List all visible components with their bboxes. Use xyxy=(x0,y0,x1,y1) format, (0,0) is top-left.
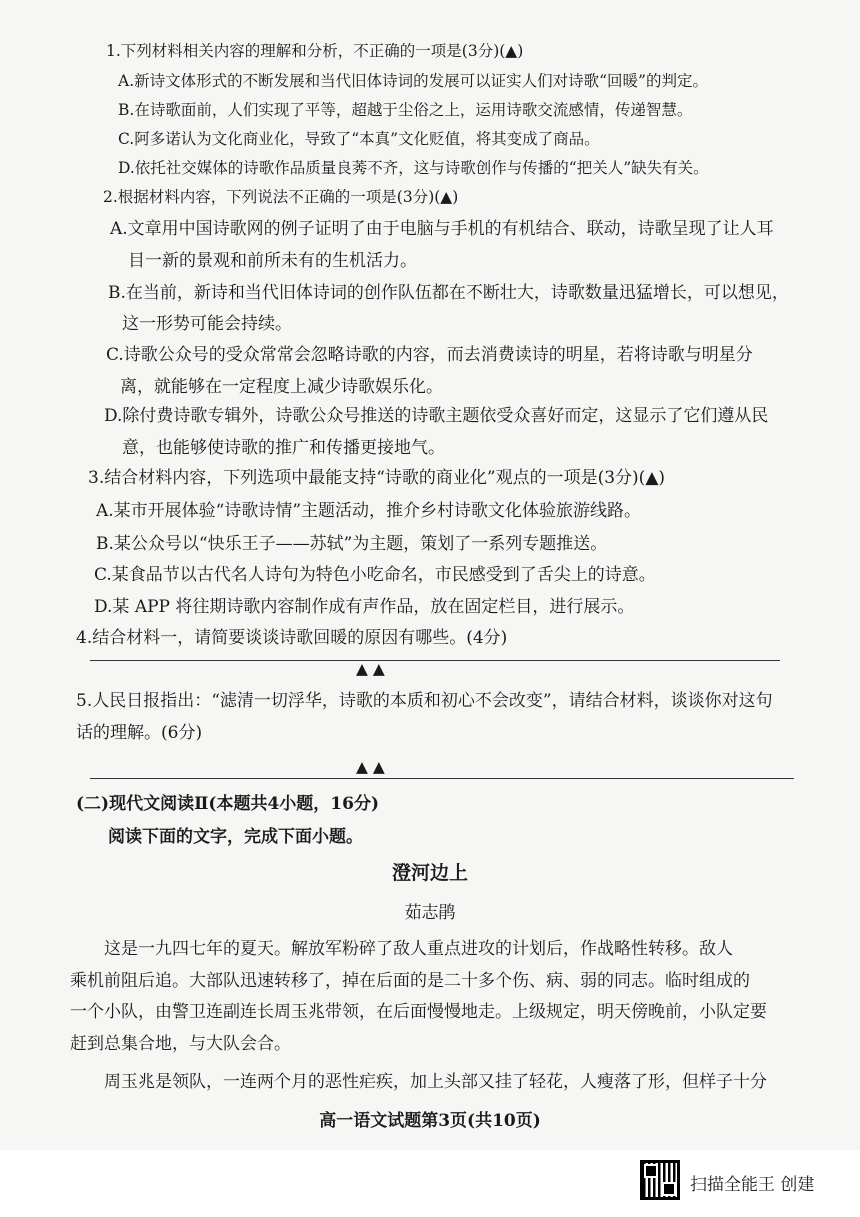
article-paragraph-2-line1: 周玉兆是领队，一连两个月的恶性疟疾，加上头部又挂了轻花，人瘦落了形，但样子十分 xyxy=(104,1072,767,1092)
qr-code-icon xyxy=(640,1160,680,1200)
section-heading: (二)现代文阅读Ⅱ(本题共4小题，16分) xyxy=(76,794,379,814)
q5-stem-line1: 5.人民日报指出：“滤清一切浮华，诗歌的本质和初心不会改变”，请结合材料，谈谈你对这句 xyxy=(76,691,773,711)
article-paragraph-1-line3: 一个小队，由警卫连副连长周玉兆带领，在后面慢慢地走。上级规定，明天傍晚前，小队定要 xyxy=(70,1002,767,1022)
article-paragraph-1-line1: 这是一九四七年的夏天。解放军粉碎了敌人重点进攻的计划后，作战略性转移。敌人 xyxy=(104,939,733,959)
q2-option-d-line1: D.除付费诗歌专辑外，诗歌公众号推送的诗歌主题依受众喜好而定，这显示了它们遵从民 xyxy=(104,406,769,426)
q4-answer-marks: ▲ ▲ xyxy=(356,660,385,678)
q5-answer-line xyxy=(90,778,794,779)
article-paragraph-1-line2: 乘机前阻后追。大部队迅速转移了，掉在后面的是二十多个伤、病、弱的同志。临时组成的 xyxy=(70,971,750,991)
q3-option-b: B.某公众号以“快乐王子——苏轼”为主题，策划了一系列专题推送。 xyxy=(96,534,608,554)
article-title: 澄河边上 xyxy=(391,862,468,884)
q2-option-a-line2: 目一新的景观和前所未有的生机活力。 xyxy=(128,251,417,271)
q2-option-c-line1: C.诗歌公众号的受众常常会忽略诗歌的内容，而去消费读诗的明星，若将诗歌与明星分 xyxy=(106,345,753,365)
q2-option-c-line2: 离，就能够在一定程度上减少诗歌娱乐化。 xyxy=(120,377,443,397)
q1-stem: 1.下列材料相关内容的理解和分析，不正确的一项是(3分)(▲) xyxy=(106,42,524,60)
q4-answer-line xyxy=(90,660,780,661)
q1-option-b: B.在诗歌面前，人们实现了平等，超越于尘俗之上，运用诗歌交流感情，传递智慧。 xyxy=(118,101,693,119)
scanner-watermark: 扫描全能王 创建 xyxy=(690,1175,815,1195)
q2-option-a-line1: A.文章用中国诗歌网的例子证明了由于电脑与手机的有机结合、联动，诗歌呈现了让人耳 xyxy=(110,219,774,239)
article-paragraph-1-line4: 赶到总集合地，与大队会合。 xyxy=(70,1034,291,1054)
q3-stem: 3.结合材料内容，下列选项中最能支持“诗歌的商业化”观点的一项是(3分)(▲) xyxy=(88,468,666,488)
q1-option-d: D.依托社交媒体的诗歌作品质量良莠不齐，这与诗歌创作与传播的“把关人”缺失有关。 xyxy=(118,159,709,177)
q1-option-c: C.阿多诺认为文化商业化，导致了“本真”文化贬值，将其变成了商品。 xyxy=(118,130,600,148)
q2-option-d-line2: 意，也能够使诗歌的推广和传播更接地气。 xyxy=(122,438,445,458)
q3-option-c: C.某食品节以古代名人诗句为特色小吃命名，市民感受到了舌尖上的诗意。 xyxy=(94,565,656,585)
q2-option-b-line2: 这一形势可能会持续。 xyxy=(122,314,292,334)
q2-stem: 2.根据材料内容，下列说法不正确的一项是(3分)(▲) xyxy=(103,188,459,206)
q5-stem-line2: 话的理解。(6分) xyxy=(76,723,203,743)
q4-stem: 4.结合材料一，请简要谈谈诗歌回暖的原因有哪些。(4分) xyxy=(76,628,508,648)
q3-option-d: D.某 APP 将往期诗歌内容制作成有声作品，放在固定栏目，进行展示。 xyxy=(94,597,635,617)
q1-option-a: A.新诗文体形式的不断发展和当代旧体诗词的发展可以证实人们对诗歌“回暖”的判定。 xyxy=(118,72,708,90)
section-instruction: 阅读下面的文字，完成下面小题。 xyxy=(108,827,363,847)
q3-option-a: A.某市开展体验“诗歌诗情”主题活动，推介乡村诗歌文化体验旅游线路。 xyxy=(96,501,642,521)
article-author: 茹志鹃 xyxy=(404,903,456,923)
page-footer: 高一语文试题第3页(共10页) xyxy=(319,1111,541,1131)
q5-answer-marks: ▲ ▲ xyxy=(356,758,385,776)
q2-option-b-line1: B.在当前，新诗和当代旧体诗词的创作队伍都在不断壮大，诗歌数量迅猛增长，可以想见， xyxy=(108,283,789,303)
